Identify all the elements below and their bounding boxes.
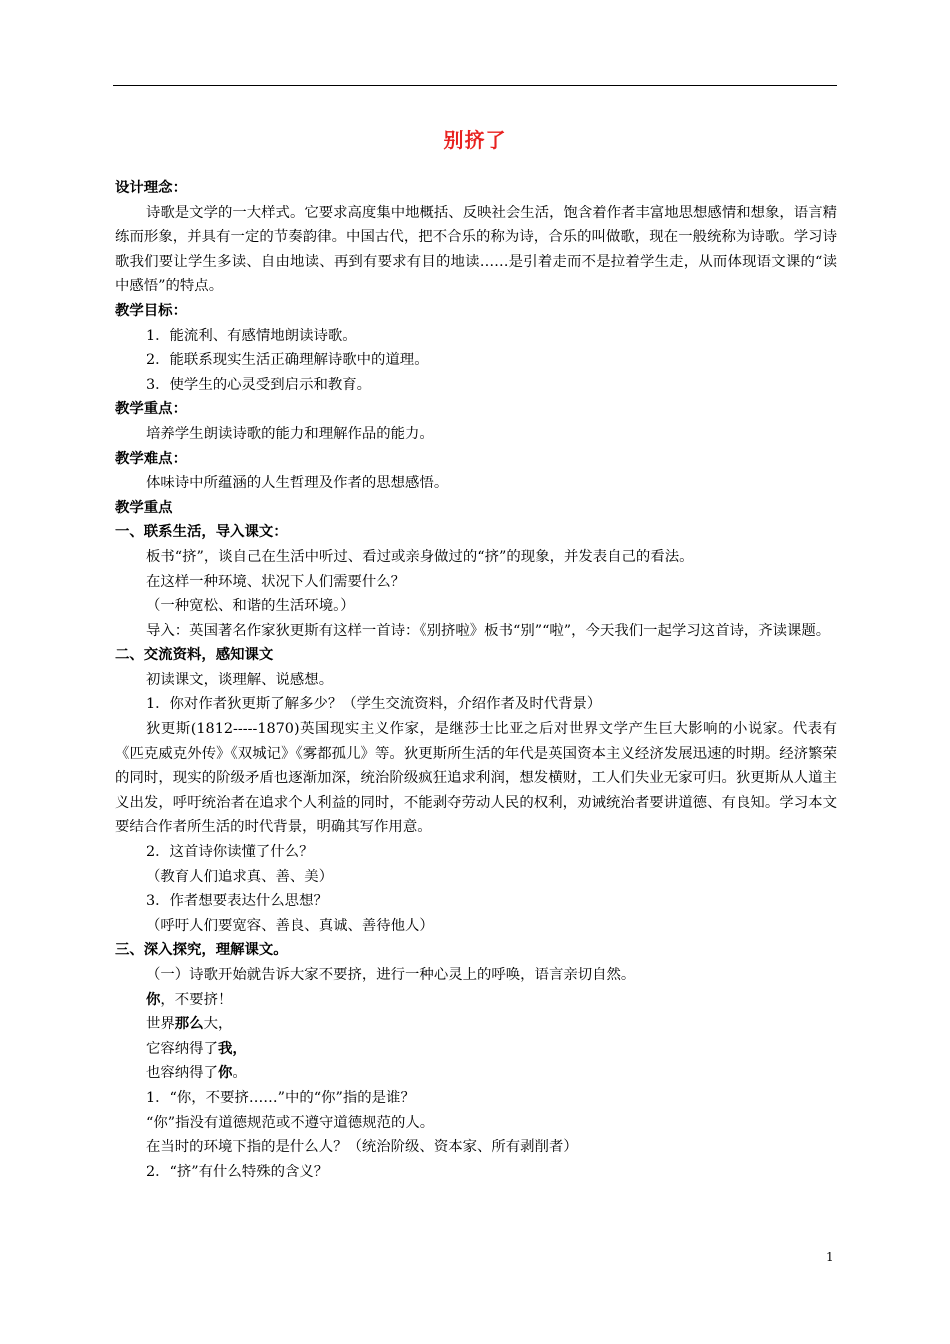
- part3-line: 在当时的环境下指的是什么人？（统治阶级、资本家、所有剥削者）: [146, 1139, 578, 1156]
- poem-emphasis: 你: [146, 990, 161, 1008]
- section-heading-key: 教学重点：: [115, 400, 187, 418]
- poem-text: 也容纳得了: [146, 1065, 218, 1082]
- part3-line: 2．“挤”有什么特殊的含义？: [146, 1163, 329, 1180]
- part3-intro: （一）诗歌开始就告诉大家不要挤，进行一种心灵上的呼唤，语言亲切自然。: [146, 967, 636, 983]
- goal-item: 3．使学生的心灵受到启示和教育。: [146, 376, 372, 393]
- poem-text: ，不要挤！: [160, 991, 233, 1008]
- goal-item: 1．能流利、有感情地朗读诗歌。: [146, 327, 357, 344]
- poem-text: 它容纳得了: [146, 1040, 218, 1057]
- poem-line: [115, 988, 837, 1013]
- paragraph-difficulty: 体味诗中所蕴涵的人生哲理及作者的思想感悟。: [146, 475, 449, 492]
- document-title: 别挤了: [443, 128, 507, 152]
- part2-line: 2．这首诗你读懂了什么？: [146, 844, 314, 861]
- poem-emphasis: 你: [217, 1064, 233, 1082]
- poem-text: 大，: [203, 1016, 233, 1033]
- section-heading-process: 教学重点: [115, 498, 173, 516]
- poem-line: [115, 1061, 837, 1086]
- part2-line: （教育人们追求真、善、美）: [146, 868, 334, 885]
- document-body: [115, 176, 837, 1184]
- poem-emphasis: 那么: [174, 1015, 204, 1033]
- part3-line: “你”指没有道德规范或不遵守道德规范的人。: [146, 1114, 435, 1131]
- page-number: 1: [826, 1250, 834, 1264]
- poem-emphasis: 我，: [217, 1039, 247, 1057]
- part2-heading: 二、交流资料，感知课文: [115, 646, 274, 664]
- section-heading-goals: 教学目标：: [115, 301, 187, 319]
- part2-line: （呼吁人们要宽容、善良、真诚、善待他人）: [146, 917, 434, 934]
- poem-line: [115, 1012, 837, 1037]
- part1-line: 导入：英国著名作家狄更斯有这样一首诗：《别挤啦》板书“别”“啦”，今天我们一起学习这首诗，齐读课题。: [146, 622, 831, 639]
- part1-line: 板书“挤”，谈自己在生活中听过、看过或亲身做过的“挤”的现象，并发表自己的看法。: [146, 548, 694, 565]
- goal-item: 2．能联系现实生活正确理解诗歌中的道理。: [146, 352, 429, 369]
- part1-line: 在这样一种环境、状况下人们需要什么？: [146, 573, 406, 590]
- poem-text: 。: [232, 1065, 247, 1082]
- part1-heading: 一、联系生活，导入课文：: [115, 523, 288, 541]
- part3-line: 1．“你，不要挤……”中的“你”指的是谁？: [146, 1089, 415, 1106]
- section-heading-concept: 设计理念：: [115, 179, 187, 196]
- poem-line: [115, 1037, 837, 1062]
- poem-text: 世界: [146, 1016, 175, 1033]
- part2-line: 3．作者想要表达什么思想？: [146, 893, 328, 910]
- part2-line: 初读课文，谈理解、说感想。: [146, 671, 334, 688]
- header-rule: [113, 85, 837, 86]
- part3-heading: 三、深入探究，理解课文。: [115, 941, 288, 959]
- section-heading-difficulty: 教学难点：: [115, 449, 187, 467]
- part2-line: 1．你对作者狄更斯了解多少？（学生交流资料，介绍作者及时代背景）: [146, 696, 602, 713]
- paragraph-concept: 诗歌是文学的一大样式。它要求高度集中地概括、反映社会生活，饱含着作者丰富地思想感情和想象，语言精练而形象，并具有一定的节奏韵律。中国古代，把不合乐的称为诗，合乐的叫做歌，现在一般统称为诗歌。学习诗歌我们要让学生多读、自由地读、再到有要求有目的地读……是引着走而不是拉着学生走，从而体现语文课的“读中感悟”的特点。: [115, 204, 837, 295]
- part2-line: 狄更斯(1812-----1870)英国现实主义作家，是继莎士比亚之后对世界文学产生巨大影响的小说家。代表有《匹克威克外传》《双城记》《雾都孤儿》等。狄更斯所生活的年代是英国资本主义经济发展迅速的时期。经济繁荣的同时，现实的阶级矛盾也逐渐加深，统治阶级疯狂追求利润，想发横财，工人们失业无家可归。狄更斯从人道主义出发，呼吁统治者在追求个人利益的同时，不能剥夺劳动人民的权利，劝诫统治者要讲道德、有良知。学习本文要结合作者所生活的时代背景，明确其写作用意。: [115, 721, 837, 836]
- part1-line: （一种宽松、和谐的生活环境。）: [146, 598, 355, 615]
- paragraph-key: 培养学生朗读诗歌的能力和理解作品的能力。: [146, 425, 434, 442]
